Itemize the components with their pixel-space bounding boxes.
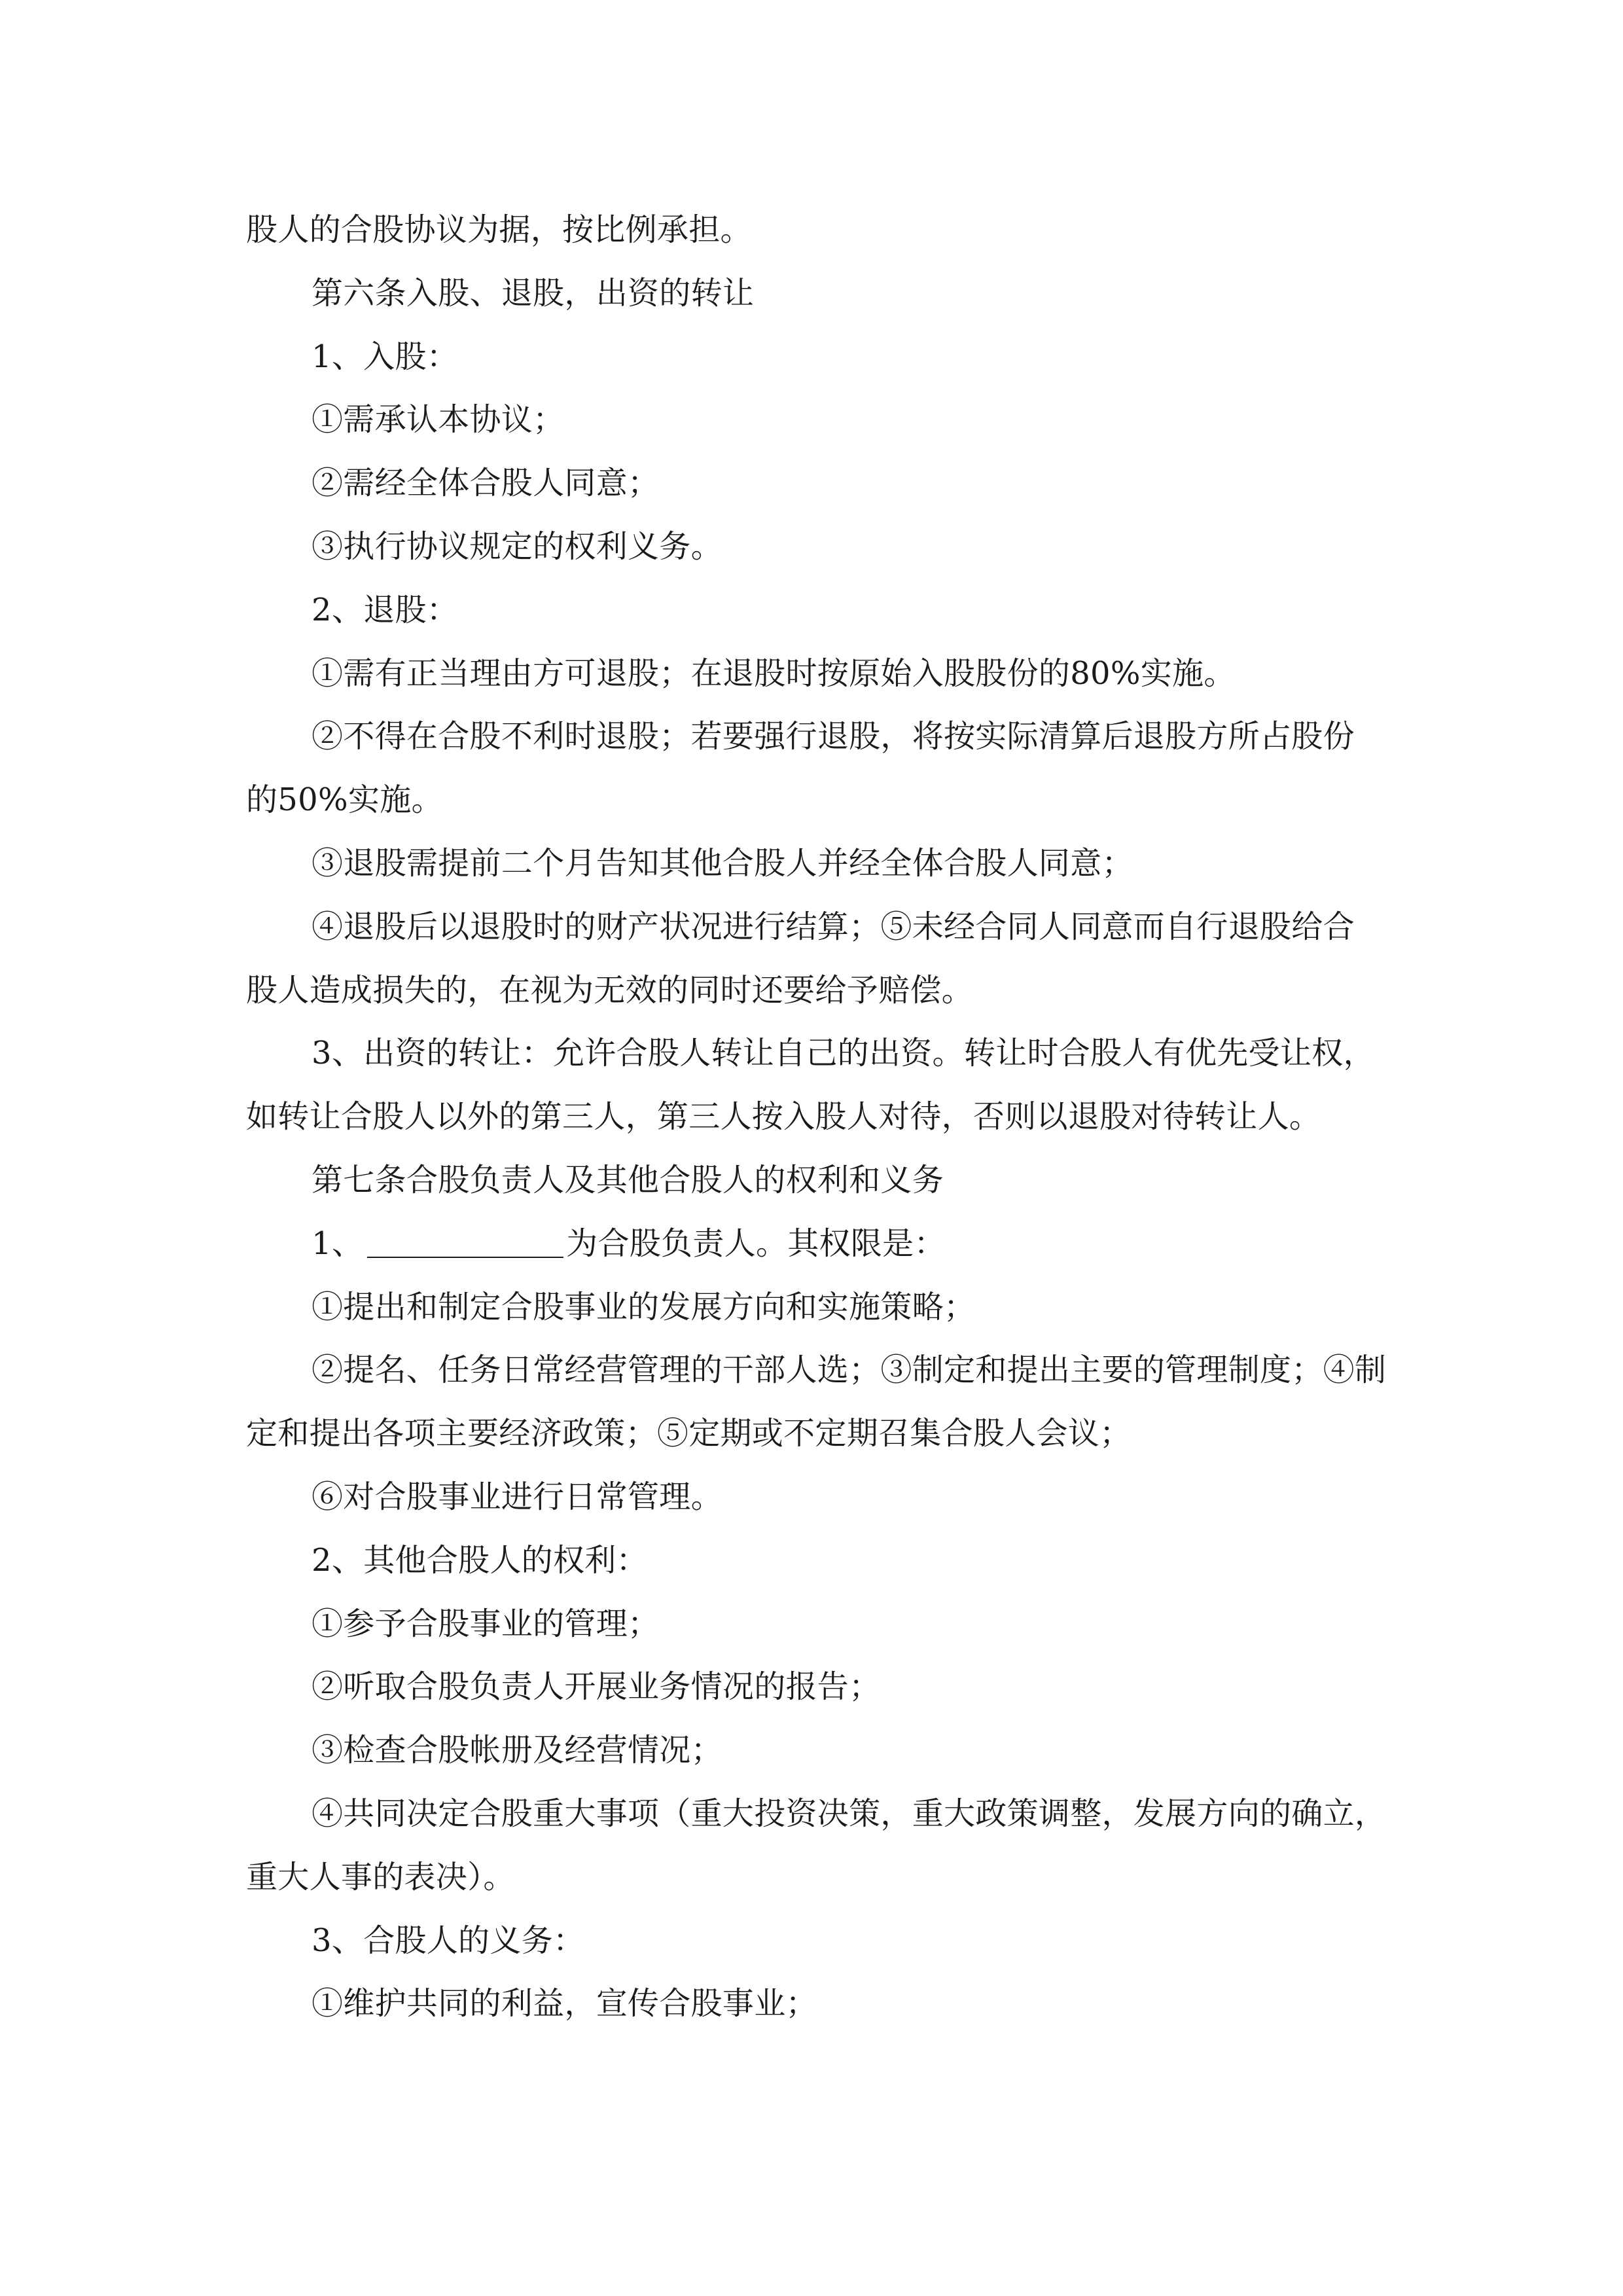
list-item: ①参予合股事业的管理； (312, 1605, 660, 1642)
subsection-heading: 1、入股： (312, 338, 459, 375)
fill-in-blank (367, 1225, 563, 1258)
subsection-heading: 3、合股人的义务： (312, 1922, 585, 1959)
list-item: ①需承认本协议； (312, 401, 565, 439)
paragraph-line: 股人的合股协议为据，按比例承担。 (246, 211, 752, 248)
paragraph-line: 股人造成损失的，在视为无效的同时还要给予赔偿。 (246, 971, 973, 1009)
list-item: ③执行协议规定的权利义务。 (312, 528, 722, 565)
subsection-heading: 2、其他合股人的权利： (312, 1541, 648, 1579)
list-item: ②听取合股负责人开展业务情况的报告； (312, 1668, 881, 1706)
subsection-heading: 2、退股： (312, 591, 459, 628)
list-item: ②不得在合股不利时退股；若要强行退股，将按实际清算后退股方所占股份 (312, 718, 1355, 755)
paragraph-line: 如转让合股人以外的第三人，第三人按入股人对待，否则以退股对待转让人。 (246, 1098, 1321, 1136)
section-heading-article-6: 第六条入股、退股，出资的转让 (312, 274, 755, 312)
subsection-paragraph: 3、出资的转让：允许合股人转让自己的出资。转让时合股人有优先受让权， (312, 1035, 1375, 1072)
list-item: ①需有正当理由方可退股；在退股时按原始入股股份的80%实施。 (312, 655, 1236, 692)
list-item: ①维护共同的利益，宣传合股事业； (312, 1985, 817, 2022)
list-item: ③退股需提前二个月告知其他合股人并经全体合股人同意； (312, 844, 1133, 882)
section-heading-article-7: 第七条合股负责人及其他合股人的权利和义务 (312, 1161, 944, 1198)
paragraph-line: 重大人事的表决）。 (246, 1858, 515, 1895)
list-item: ⑥对合股事业进行日常管理。 (312, 1478, 722, 1515)
document-body (246, 198, 1385, 2036)
responsible-person-line (246, 1212, 1385, 1276)
paragraph-line: 的50%实施。 (246, 781, 443, 819)
list-item: ①提出和制定合股事业的发展方向和实施策略； (312, 1288, 976, 1325)
list-item: ③检查合股帐册及经营情况； (312, 1732, 722, 1769)
list-item: ②提名、任务日常经营管理的干部人选；③制定和提出主要的管理制度；④制 (312, 1352, 1387, 1389)
paragraph-line: 定和提出各项主要经济政策；⑤定期或不定期召集合股人会议； (246, 1415, 1132, 1452)
list-item: ④退股后以退股时的财产状况进行结算；⑤未经合同人同意而自行退股给合 (312, 908, 1355, 945)
list-item: ④共同决定合股重大事项（重大投资决策，重大政策调整，发展方向的确立， (312, 1795, 1387, 1832)
item-number: 1、 (312, 1225, 364, 1262)
list-item: ②需经全体合股人同意； (312, 465, 660, 502)
item-text: 为合股负责人。其权限是： (566, 1225, 946, 1262)
